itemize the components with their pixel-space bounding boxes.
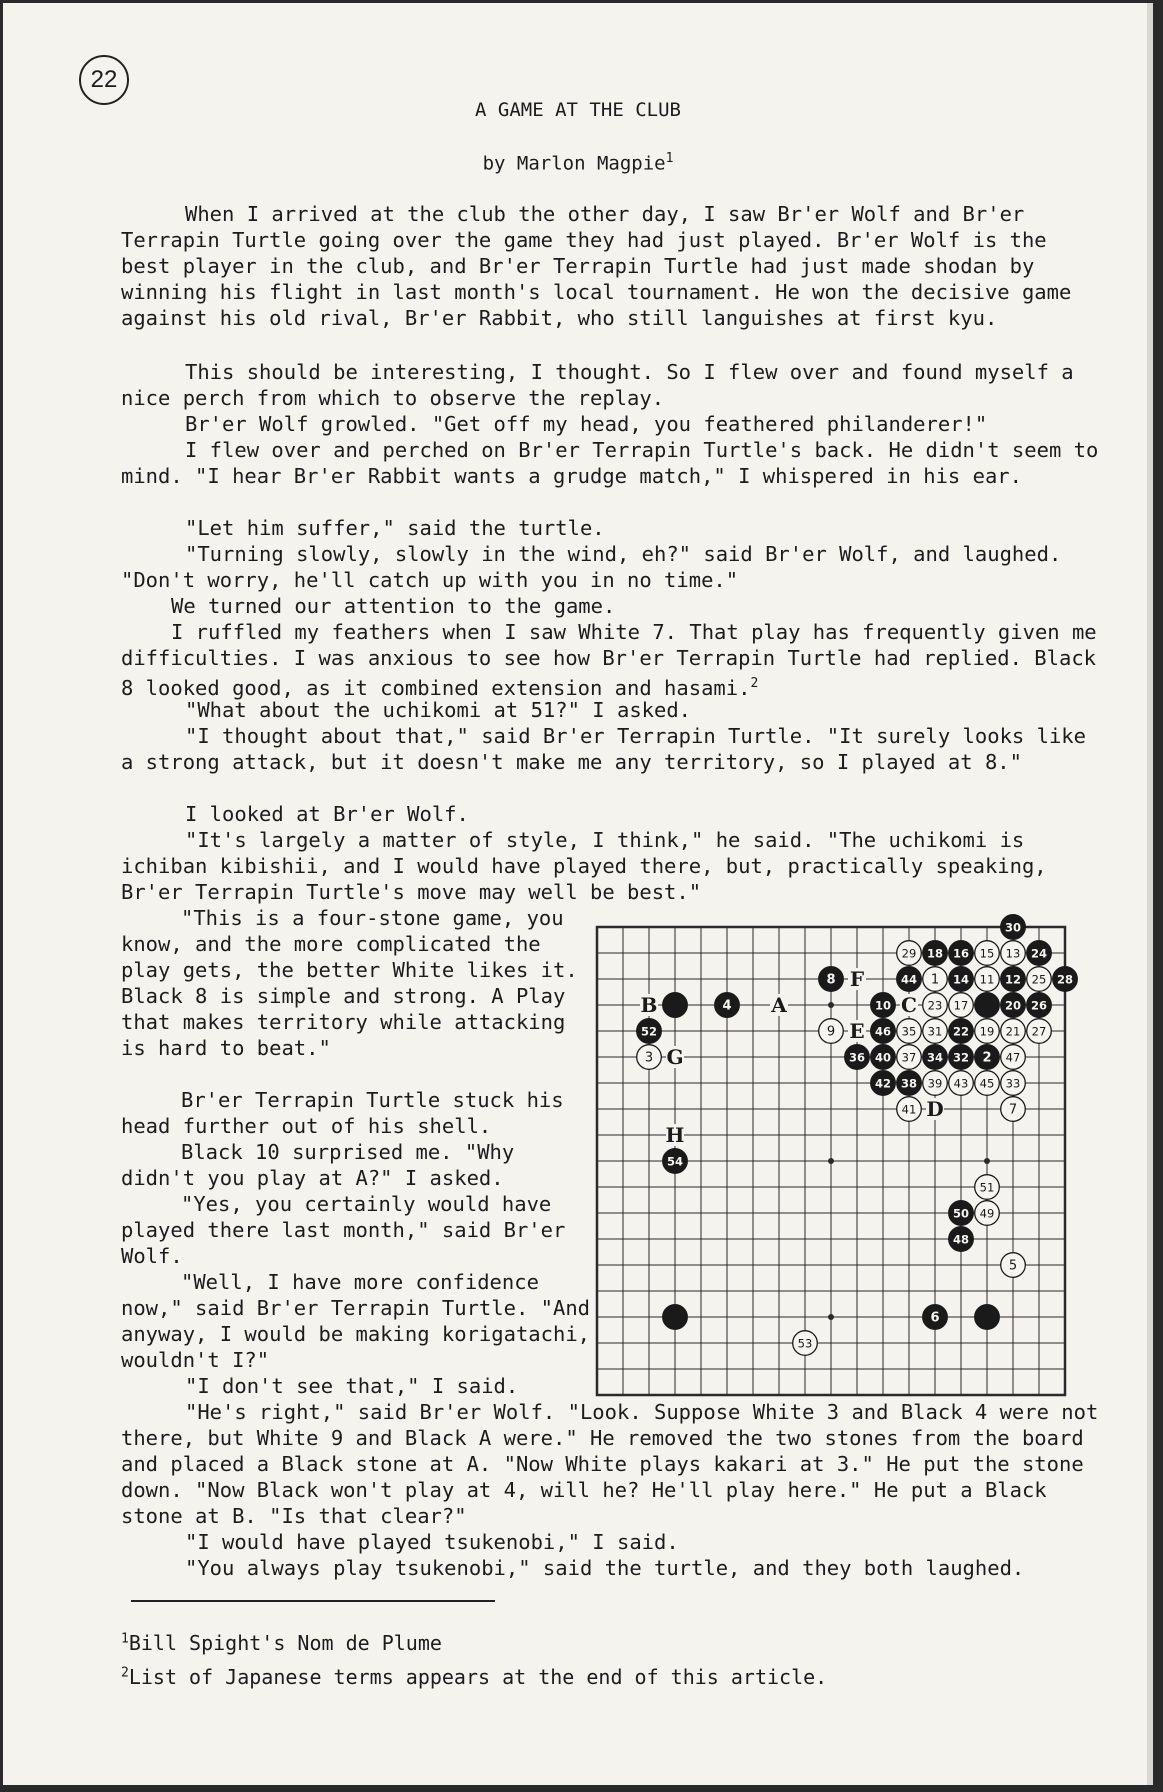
stone-number: 7	[1008, 1102, 1018, 1118]
stone-number: 38	[900, 1076, 918, 1091]
stone-number: 20	[1004, 998, 1022, 1013]
black-stone	[975, 993, 1000, 1018]
stone-number: 41	[901, 1102, 917, 1117]
stone-number: 15	[979, 946, 995, 961]
stone-number: 46	[874, 1024, 892, 1039]
column-paragraph: "This is a four-stone game, you know, and the more complicated the play gets, the better White likes it. Black 8 is simple and strong. A Play that makes territory while attacking is hard to beat."	[121, 906, 590, 1060]
stone-number: 33	[1005, 1076, 1021, 1091]
stone-number: 5	[1008, 1258, 1018, 1274]
stone-number: 11	[979, 972, 995, 987]
stone-number: 6	[930, 1310, 940, 1326]
black-stone	[975, 1305, 1000, 1330]
footnote-mark: 1	[121, 1631, 129, 1647]
paragraph: "I don't see that," I said.	[185, 1374, 519, 1398]
black-stone	[663, 1305, 688, 1330]
column-paragraph: "Well, I have more confidence now," said Br'er Terrapin Turtle. "And anyway, I would be making korigatachi, wouldn't I?"	[121, 1270, 603, 1372]
byline	[3, 151, 1153, 174]
stone-number: 13	[1005, 946, 1021, 961]
paragraph: This should be interesting, I thought. So I flew over and found myself a nice perch from which to observe the replay.	[121, 360, 1086, 410]
paragraph: "It's largely a matter of style, I think," he said. "The uchikomi is ichiban kibishii, and I would have played there, but, practically speaking, Br'er Terrapin Turtle's move may well be best."	[121, 828, 1059, 904]
stone-number: 50	[952, 1206, 970, 1221]
hoshi-point	[828, 1158, 834, 1164]
stone-number: 45	[979, 1076, 995, 1091]
column-paragraph: Black 10 surprised me. "Why didn't you play at A?" I asked.	[121, 1140, 527, 1190]
page-number: 22	[79, 55, 129, 105]
paragraph: "You always play tsukenobi," said the turtle, and they both laughed.	[185, 1556, 1025, 1580]
paragraph: "What about the uchikomi at 51?" I asked.	[185, 698, 692, 722]
hasami-footnote-mark: 2	[750, 676, 759, 691]
letter-marker: G	[666, 1045, 684, 1069]
hoshi-point	[984, 1158, 990, 1164]
paragraph: I looked at Br'er Wolf.	[185, 802, 469, 826]
stone-number: 44	[900, 972, 918, 987]
stone-number: 3	[644, 1050, 654, 1066]
letter-marker: B	[640, 993, 658, 1017]
stone-number: 18	[926, 946, 944, 961]
stone-number: 10	[874, 998, 892, 1013]
stone-number: 21	[1005, 1024, 1021, 1039]
stone-number: 24	[1030, 946, 1048, 961]
letter-marker: C	[901, 993, 917, 1017]
paragraph: We turned our attention to the game.	[171, 594, 616, 618]
stone-number: 29	[901, 946, 917, 961]
stone-number: 35	[901, 1024, 917, 1039]
paragraph: "Turning slowly, slowly in the wind, eh?" said Br'er Wolf, and laughed. "Don't worry, he'll catch up with you in no time."	[121, 542, 1074, 592]
letter-marker: H	[665, 1123, 685, 1147]
column-paragraph: "Yes, you certainly would have played there last month," said Br'er Wolf.	[121, 1192, 578, 1268]
paragraph	[121, 619, 1109, 701]
stone-number: 30	[1004, 920, 1022, 935]
stone-number: 16	[952, 946, 970, 961]
column-paragraph: Br'er Terrapin Turtle stuck his head further out of his shell.	[121, 1088, 576, 1138]
paragraph: Br'er Wolf growled. "Get off my head, you feathered philanderer!"	[185, 412, 988, 436]
stone-number: 17	[953, 998, 969, 1013]
stone-number: 48	[952, 1232, 970, 1247]
paragraph: When I arrived at the club the other day, I saw Br'er Wolf and Br'er Terrapin Turtle going over the game they had just played. Br'er Wolf is the best player in the club, and Br'er Terrapin Turtle had just made shodan by winning his flight in last month's local tournament. He won the decisive game against his old rival, Br'er Rabbit, who still languishes at first kyu.	[121, 202, 1084, 330]
stone-number: 51	[979, 1180, 995, 1195]
paragraph-text: I ruffled my feathers when I saw White 7. That play has frequently given me difficulties. I was anxious to see how Br'er Terrapin Turtle had replied. Black 8 looked good, as it combined extension and hasami.	[121, 620, 1109, 700]
paragraph: I flew over and perched on Br'er Terrapin Turtle's back. He didn't seem to mind. "I hear Br'er Rabbit wants a grudge match," I whispered in his ear.	[121, 438, 1111, 488]
paragraph: "I thought about that," said Br'er Terrapin Turtle. "It surely looks like a strong attack, but it doesn't make me any territory, so I played at 8."	[121, 724, 1099, 774]
footnote-text: Bill Spight's Nom de Plume	[128, 1631, 442, 1655]
footnote	[121, 1665, 827, 1689]
footnote	[121, 1631, 442, 1655]
stone-number: 8	[826, 972, 836, 988]
byline-text: by Marlon Magpie	[482, 152, 666, 175]
stone-number: 26	[1030, 998, 1048, 1013]
paragraph: "He's right," said Br'er Wolf. "Look. Suppose White 3 and Black 4 were not there, but White 9 and Black A were." He removed the two stones from the board and placed a Black stone at A. "Now White plays kakari at 3." He put the stone down. "Now Black won't play at 4, will he? He'll play here." He put a Black stone at B. "Is that clear?"	[121, 1400, 1111, 1528]
byline-footnote-mark: 1	[665, 151, 674, 166]
stone-number: 34	[926, 1050, 944, 1065]
footnote-mark: 2	[121, 1665, 129, 1681]
stone-number: 36	[848, 1050, 866, 1065]
letter-marker: A	[771, 993, 787, 1017]
stone-number: 37	[901, 1050, 917, 1065]
go-board-diagram	[583, 913, 1074, 1365]
stone-number: 54	[666, 1154, 684, 1169]
page-edge	[1147, 3, 1153, 1785]
stone-number: 52	[640, 1024, 658, 1039]
stone-number: 4	[722, 998, 732, 1014]
stone-number: 31	[927, 1024, 943, 1039]
black-stone	[663, 993, 688, 1018]
stone-number: 27	[1031, 1024, 1047, 1039]
stone-number: 39	[927, 1076, 943, 1091]
letter-marker: D	[926, 1097, 944, 1121]
stone-number: 19	[979, 1024, 995, 1039]
stone-number: 9	[826, 1024, 836, 1040]
stone-number: 23	[927, 998, 943, 1013]
stone-number: 25	[1031, 972, 1047, 987]
stone-number: 28	[1056, 972, 1074, 987]
stone-number: 42	[874, 1076, 892, 1091]
letter-marker: E	[849, 1019, 865, 1043]
stone-number: 22	[952, 1024, 970, 1039]
stone-number: 47	[1005, 1050, 1021, 1065]
footnote-text: List of Japanese terms appears at the end of this article.	[128, 1665, 828, 1689]
stone-number: 14	[952, 972, 970, 987]
stone-number: 49	[979, 1206, 995, 1221]
footnote-divider	[131, 1600, 495, 1602]
paragraph: "I would have played tsukenobi," I said.	[185, 1530, 679, 1554]
article-title: A GAME AT THE CLUB	[475, 99, 681, 121]
hoshi-point	[828, 1002, 834, 1008]
stone-number: 1	[930, 972, 940, 988]
stone-number: 32	[952, 1050, 970, 1065]
stone-number: 12	[1004, 972, 1022, 987]
hoshi-point	[828, 1314, 834, 1320]
stone-number: 2	[982, 1050, 992, 1066]
document-page	[3, 3, 1153, 1785]
paragraph: "Let him suffer," said the turtle.	[185, 516, 605, 540]
stone-number: 40	[874, 1050, 892, 1065]
stone-number: 53	[797, 1336, 813, 1351]
stone-number: 43	[953, 1076, 969, 1091]
letter-marker: F	[849, 967, 865, 991]
